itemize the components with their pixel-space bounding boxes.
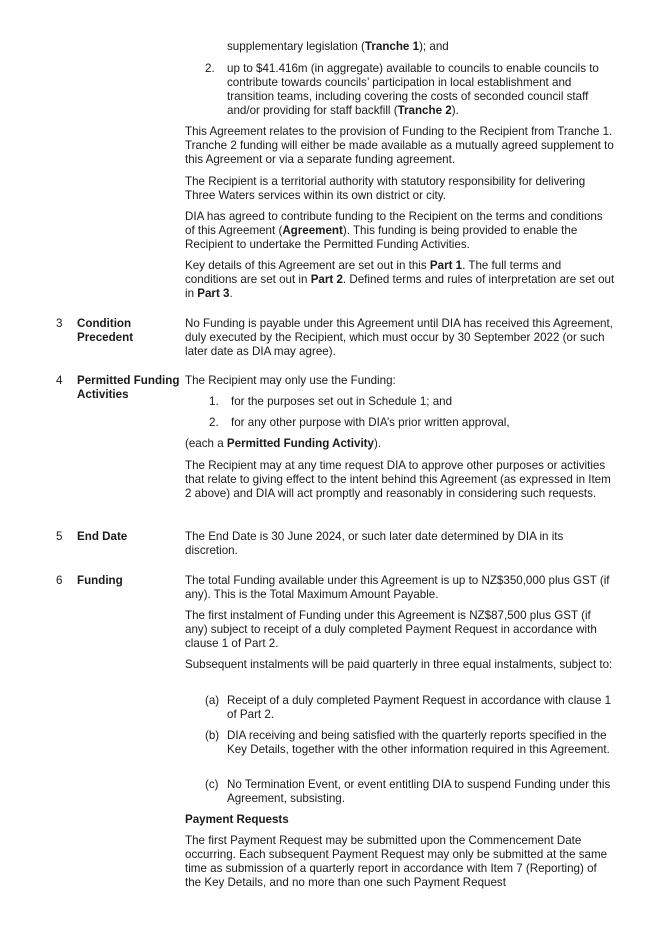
list-item-number: (c) bbox=[205, 778, 219, 791]
section-number: 6 bbox=[56, 574, 63, 587]
section-heading: Condition Precedent bbox=[77, 317, 134, 345]
intro-paragraph-4: Key details of this Agreement are set out in this Part 1. The full terms and conditions are set out in Part 2. Defined terms and rules of interpretation are set out in Part 3. bbox=[185, 259, 615, 301]
section-text: No Funding is payable under this Agreement until DIA has received this Agreement, duly executed by the Recipient, which must occur by 30 September 2022 (or such later date as DIA may agree). bbox=[185, 317, 613, 359]
list-item-number: 1. bbox=[209, 395, 219, 408]
list-item-text: for the purposes set out in Schedule 1; and bbox=[231, 395, 453, 408]
section-number: 3 bbox=[56, 317, 63, 330]
section-paragraph: The Recipient may at any time request DIA to approve other purposes or activities that relate to giving effect to the intent behind this Agreement (as expressed in Item 2 above) and DIA will act promptly and reasonably in considering such requests. bbox=[185, 459, 611, 501]
list-item-text: No Termination Event, or event entitling DIA to suspend Funding under this Agreement, subsisting. bbox=[227, 778, 611, 806]
section-paragraph: The total Funding available under this Agreement is up to NZ$350,000 plus GST (if any). This is the Total Maximum Amount Payable. bbox=[185, 574, 610, 602]
section-heading: Permitted Funding Activities bbox=[77, 374, 180, 402]
section-paragraph: The first instalment of Funding under this Agreement is NZ$87,500 plus GST (if any) subject to receipt of a duly completed Payment Request in accordance with clause 1 of Part 2. bbox=[185, 609, 597, 651]
list-item-number: (b) bbox=[205, 729, 220, 742]
list-item-number: (a) bbox=[205, 694, 220, 707]
intro-paragraph-3: DIA has agreed to contribute funding to the Recipient on the terms and conditions of this Agreement (Agreement). This funding is being provided to enable the Recipient to undertake the Permitted Funding Activities. bbox=[185, 210, 603, 252]
payment-requests-subheading: Payment Requests bbox=[185, 813, 289, 826]
intro-paragraph-1: This Agreement relates to the provision of Funding to the Recipient from Tranche 1. Tranche 2 funding will either be made available as a mutually agreed supplement to this Agreement or via a separate funding agreement. bbox=[185, 125, 614, 167]
list-item-text: Receipt of a duly completed Payment Request in accordance with clause 1 of Part 2. bbox=[227, 694, 612, 722]
list-item-text: DIA receiving and being satisfied with the quarterly reports specified in the Key Details, together with the other information required in this Agreement. bbox=[227, 729, 610, 757]
section-heading: End Date bbox=[77, 530, 128, 543]
section-number: 4 bbox=[56, 374, 63, 387]
list-item-number: 2. bbox=[209, 416, 219, 429]
section-paragraph: The first Payment Request may be submitted upon the Commencement Date occurring. Each subsequent Payment Request may only be submitted at the same time as submission of a quarterly report in accordance with Item 7 (Reporting) of the Key Details, and no more than one such Payment Request bbox=[185, 834, 608, 890]
permitted-activity-definition: (each a Permitted Funding Activity). bbox=[185, 437, 382, 450]
tranche2-item: up to $41.416m (in aggregate) available to councils to enable councils to contribute towards councils’ participation in local establishment and transition teams, including covering the costs of seconded council staff and/or providing for staff backfill (Tranche 2). bbox=[227, 62, 599, 118]
intro-paragraph-2: The Recipient is a territorial authority with statutory responsibility for delivering Three Waters services within its own district or city. bbox=[185, 175, 586, 203]
section-heading: Funding bbox=[77, 574, 123, 587]
section-text: The End Date is 30 June 2024, or such later date determined by DIA in its discretion. bbox=[185, 530, 564, 558]
section-paragraph: Subsequent instalments will be paid quarterly in three equal instalments, subject to: bbox=[185, 658, 613, 671]
list-item-number: 2. bbox=[205, 62, 215, 75]
section-intro: The Recipient may only use the Funding: bbox=[185, 374, 396, 387]
tranche1-line: supplementary legislation (Tranche 1); and bbox=[227, 40, 449, 53]
list-item-text: for any other purpose with DIA’s prior written approval, bbox=[231, 416, 510, 429]
section-number: 5 bbox=[56, 530, 63, 543]
